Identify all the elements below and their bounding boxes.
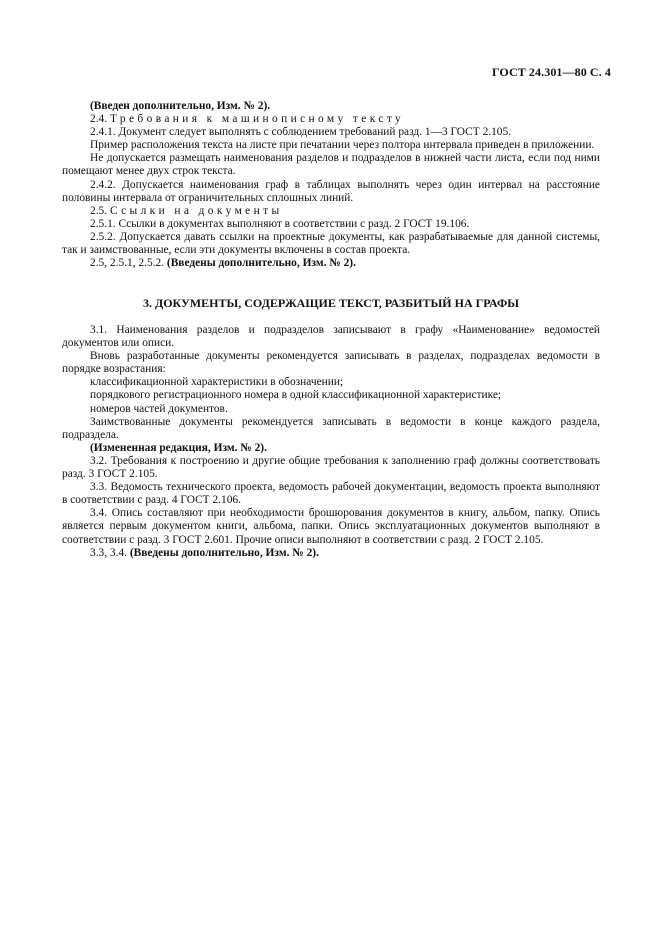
paragraph-2-4-1: 2.4.1. Документ следует выполнять с соблюдением требований разд. 1—3 ГОСТ 2.105. [90,126,512,139]
amendment-note: (Введен дополнительно, Изм. № 2). [90,100,271,112]
amendment-note: 3.3, 3.4. (Введены дополнительно, Изм. № 2). [90,546,319,559]
page-header-ref: ГОСТ 24.301—80 С. 4 [491,65,611,79]
amendment-note: (Измененная редакция, Изм. № 2). [90,441,267,454]
subsection-heading-2-5: 2.5. Ссылки на документы [90,204,283,217]
paragraph-3-4: 3.4. Опись составляют при необходимости брошюрования документов в книгу, альбом, папку. Опись является первым документом книги, альбома, папки. Опись эксплуатационных документов выполняют в соответствии с разд. 3 ГОСТ 2.601. Прочие описи выполняют в соответствии с разд. 2 ГОСТ 2.105. [62,507,600,546]
list-item: классификационной характеристики в обозначении; [90,376,344,389]
paragraph-2-4-2: 2.4.2. Допускается наименования граф в таблицах выполнять через один интервал на расстояние половины интервала от ограничительных сплошных линий. [62,178,600,204]
paragraph-3-2: 3.2. Требования к построению и другие общие требования к заполнению граф должны соответствовать разд. 3 ГОСТ 2.105. [62,454,600,481]
amendment-note: 2.5, 2.5.1, 2.5.2. (Введены дополнительно, Изм. № 2). [90,257,356,270]
section-3-body [62,324,600,560]
paragraph-3-1-order: Вновь разработанные документы рекомендуется записывать в разделах, подразделах ведомости в порядке возрастания: [62,350,600,376]
list-item: номеров частей документов. [90,402,228,415]
section-2-body [62,100,600,270]
section-3-title: 3. ДОКУМЕНТЫ, СОДЕРЖАЩИЕ ТЕКСТ, РАЗБИТЫЙ НА ГРАФЫ [142,296,520,310]
paragraph-2-4-1-example: Пример расположения текста на листе при печатании через полтора интервала приведен в приложении. [90,139,595,152]
subsection-heading-2-4: 2.4. Требования к машинописному тексту [90,113,405,126]
paragraph-3-1: 3.1. Наименования разделов и подразделов записывают в графу «Наименование» ведомостей документов или описи. [62,324,600,350]
paragraph-2-5-2: 2.5.2. Допускается давать ссылки на проектные документы, как разрабатываемые для данной системы, так и заимствованные, если эти документы включены в состав проекта. [62,230,600,257]
paragraph-2-4-1-rule: Не допускается размещать наименования разделов и подразделов в нижней части листа, если под ними помещают менее двух строк текста. [62,152,600,178]
paragraph-3-3: 3.3. Ведомость технического проекта, ведомость рабочей документации, ведомость проекта выполняют в соответствии с разд. 4 ГОСТ 2.106. [62,481,600,507]
paragraph-3-1-borrowed: Заимствованные документы рекомендуется записывать в ведомости в конце каждого раздела, подраздела. [62,415,600,441]
paragraph-2-5-1: 2.5.1. Ссылки в документах выполняют в соответствии с разд. 2 ГОСТ 19.106. [90,217,470,230]
list-item: порядкового регистрационного номера в одной классификационной характеристике; [90,389,502,402]
